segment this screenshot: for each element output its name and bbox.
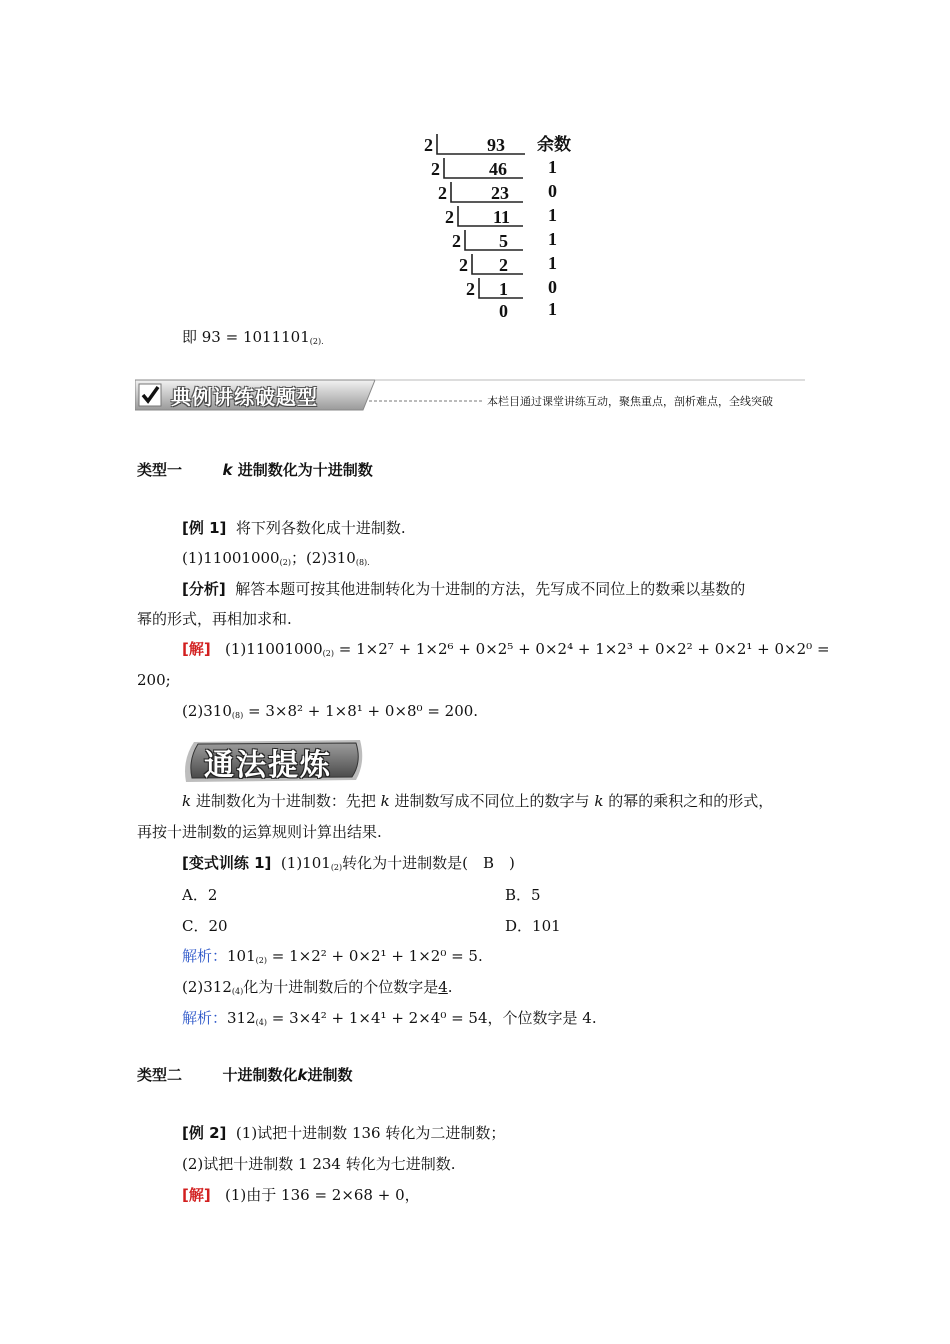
ex1-analysis: [分析] 解答本题可按其他进制转化为十进制的方法，先写成不同位上的数乘以基数的 xyxy=(182,580,746,598)
ex2-line1: [例 2] (1)试把十进制数 136 转化为二进制数； xyxy=(182,1124,506,1142)
method-line2: 再按十进制数的运算规则计算出结果. xyxy=(137,823,382,841)
ex2-line2: (2)试把十进制数 1 234 转化为七进制数. xyxy=(182,1155,456,1173)
divisor-2: 2 xyxy=(431,159,440,179)
remainder: 0 xyxy=(548,181,557,201)
ex1-solution-2: $(2)310_{(8)} = 3\times 8^2 + 1\times 8^1 + 0\times 8^0 = 200$. xyxy=(182,702,479,720)
quotient: 2 xyxy=(499,255,508,275)
remainder: 1 xyxy=(548,299,557,319)
variant1-q2: $(2)312_{(4)}$化为十进制数后的个位数字是4. xyxy=(182,978,453,996)
ex1-solution-1-cont: 200; xyxy=(137,671,171,689)
method-badge xyxy=(180,734,368,786)
quotient: 93 xyxy=(487,135,505,155)
divisor-3: 2 xyxy=(438,183,447,203)
ex1-items: $(1)11001000_{(2)}$；$(2)310_{(8).}$ xyxy=(182,549,370,567)
type1-heading: 类型一 k 进制数化为十进制数 xyxy=(137,461,373,479)
division-ladder xyxy=(415,128,595,328)
banner-title: 典例讲练破题型 xyxy=(171,385,318,409)
ex1-analysis-cont: 幂的形式，再相加求和. xyxy=(137,610,292,628)
quotient: 11 xyxy=(493,207,511,227)
quotient: 0 xyxy=(499,301,508,321)
remainder-header: 余数 xyxy=(537,135,571,155)
division-conclusion: 即 $93 = 1011101_{(2).}$ xyxy=(182,328,324,346)
method-title: 通法提炼 xyxy=(204,748,332,783)
method-line1: k 进制数化为十进制数：先把 k 进制数写成不同位上的数字与 k 的幂的乘积之和的形式， xyxy=(182,792,774,810)
variant1-answer1: 解析：$101_{(2)} = 1\times 2^2 + 0\times 2^1 + 1\times 2^0 = 5$. xyxy=(182,947,483,965)
section-banner xyxy=(135,378,805,412)
divisor-1: 2 xyxy=(424,135,433,155)
divisor-7: 2 xyxy=(466,279,475,299)
option-a: A．2 xyxy=(182,886,218,904)
option-c: C．20 xyxy=(182,917,228,935)
option-d: D．101 xyxy=(505,917,561,935)
divisor-6: 2 xyxy=(459,255,468,275)
remainder: 1 xyxy=(548,157,557,177)
quotient: 23 xyxy=(491,183,509,203)
ex1-solution-1: [解] $(1)11001000_{(2)} = 1\times 2^7 + 1\times 2^6 + 0\times 2^5 + 0\times 2^4 + 1\times 2^3 + 0\times 2^2 + 0\times 2^1 + 0\times 2^0$ = xyxy=(182,640,830,658)
remainder: 1 xyxy=(548,253,557,273)
remainder: 1 xyxy=(548,205,557,225)
banner-subtitle: 本栏目通过课堂讲练互动，聚焦重点，剖析难点，全线突破 xyxy=(487,395,773,408)
remainder: 0 xyxy=(548,277,557,297)
quotient: 1 xyxy=(499,279,508,299)
divisor-4: 2 xyxy=(445,207,454,227)
ex2-solution: [解] (1)由于 136 = 2×68 + 0， xyxy=(182,1186,420,1204)
ex1-prompt: [例 1] 将下列各数化成十进制数. xyxy=(182,519,406,537)
divisor-5: 2 xyxy=(452,231,461,251)
type2-heading: 类型二 十进制数化k进制数 xyxy=(137,1066,353,1084)
quotient: 5 xyxy=(499,231,508,251)
remainder: 1 xyxy=(548,229,557,249)
option-b: B．5 xyxy=(505,886,541,904)
variant1-answer2: 解析：$312_{(4)} = 3\times 4^2 + 1\times 4^1 + 2\times 4^0 = 54$，个位数字是 4. xyxy=(182,1009,597,1027)
quotient: 46 xyxy=(489,159,507,179)
variant1-q1: [变式训练 1] $(1)101_{(2)}$转化为十进制数是( B ) xyxy=(182,854,515,872)
